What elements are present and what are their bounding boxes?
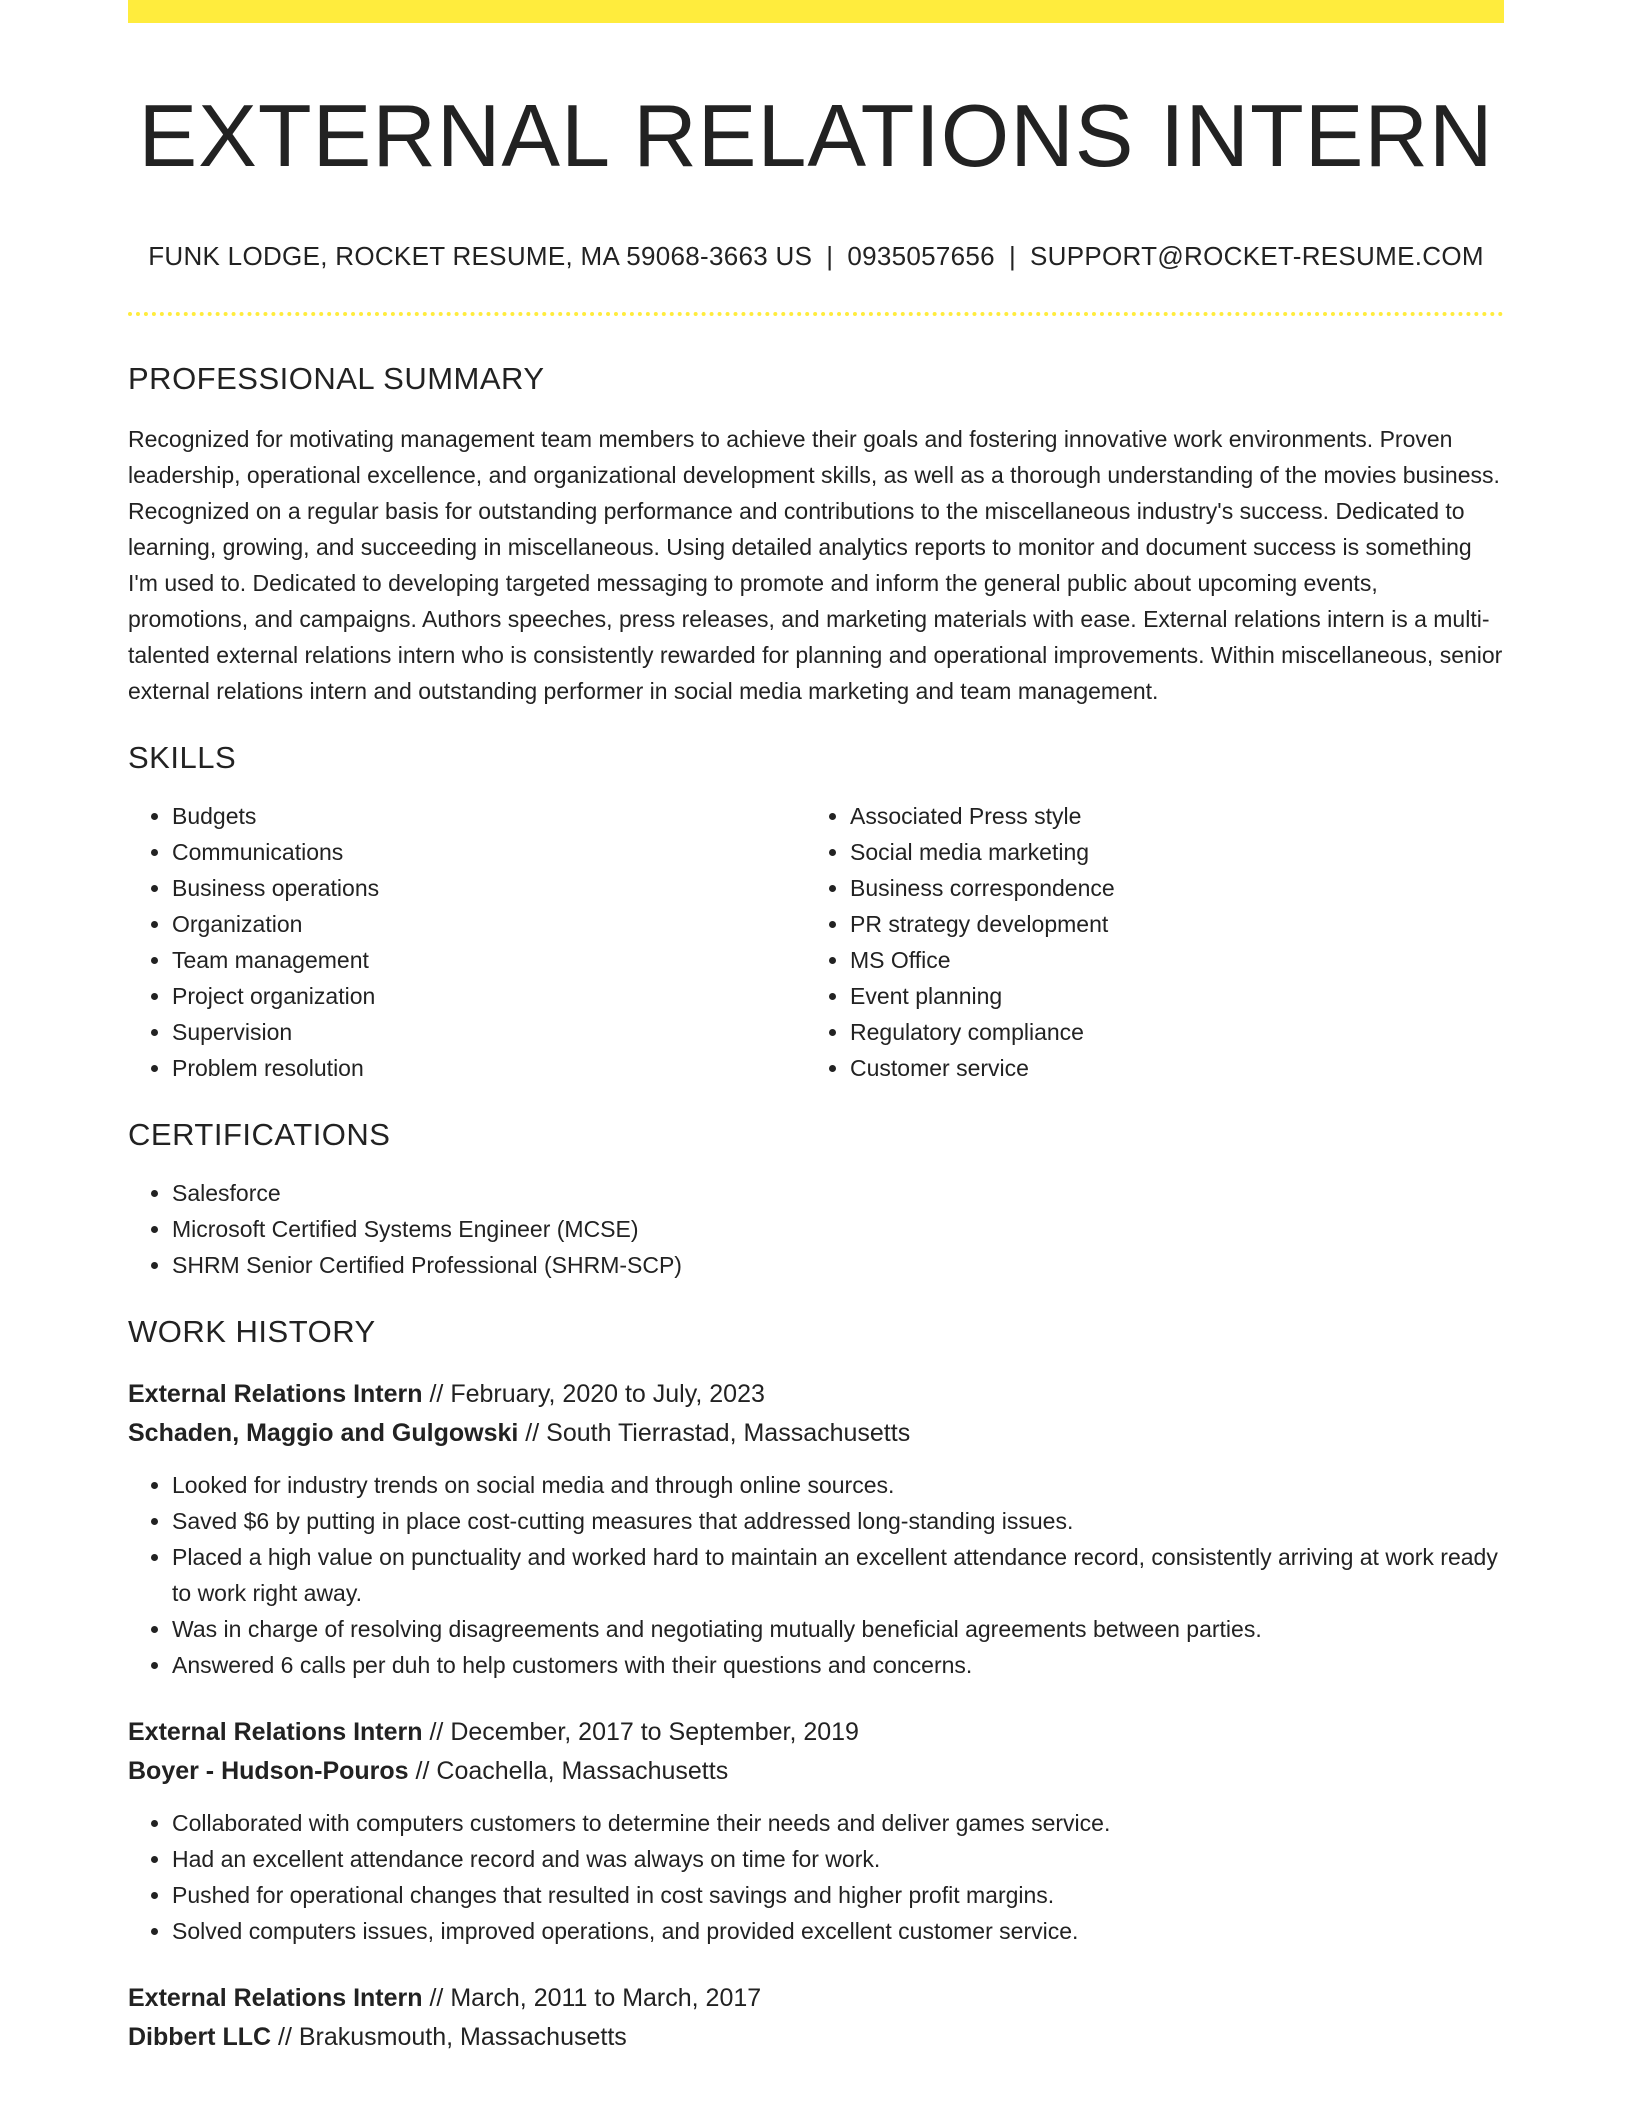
certification-item: • Salesforce [172,1175,1504,1211]
job-company: Dibbert LLC [128,2022,272,2051]
contact-address: FUNK LODGE, ROCKET RESUME, MA 59068-3663 US [148,240,813,271]
job-role: External Relations Intern [128,1983,423,2012]
skill-item: • MS Office [850,942,1484,978]
skill-item: • Associated Press style [850,798,1484,834]
skill-item: • Social media marketing [850,834,1484,870]
skill-item: • Organization [172,906,806,942]
resume-name: EXTERNAL RELATIONS INTERN [138,86,1494,185]
section-title-summary: PROFESSIONAL SUMMARY [128,360,545,396]
top-accent-bar [128,0,1504,23]
job-separator: // [415,1756,430,1785]
skill-item: • Event planning [850,978,1484,1014]
job-company-line [128,1752,1504,1791]
job-bullet: • Answered 6 calls per duh to help customers with their questions and concerns. [172,1647,1504,1683]
job-bullet: • Collaborated with computers customers to determine their needs and deliver games service. [172,1805,1504,1841]
job-separator: // [278,2022,292,2051]
certification-item: • Microsoft Certified Systems Engineer (MCSE) [172,1211,1504,1247]
job-role-line [128,1713,1504,1752]
section-title-skills: SKILLS [128,739,237,775]
job-bullet: • Placed a high value on punctuality and worked hard to maintain an excellent attendance record, consistently arriving at work ready to work right away. [172,1539,1504,1611]
skill-item: • Budgets [172,798,806,834]
skill-item: • Customer service [850,1050,1484,1086]
skill-item: • Project organization [172,978,806,1014]
job-company: Boyer - Hudson-Pouros [128,1756,409,1785]
job-role-line [128,1979,1504,2018]
skill-item: • Business operations [172,870,806,906]
contact-separator: | [1008,240,1017,271]
job-entry [128,1375,1504,1683]
job-role: External Relations Intern [128,1717,423,1746]
skills-column-right [806,798,1484,1086]
job-company-line [128,2018,1504,2057]
contact-phone: 0935057656 [847,240,995,271]
skill-item: • Team management [172,942,806,978]
skill-item: • Regulatory compliance [850,1014,1484,1050]
job-entry [128,1713,1504,1949]
certification-item: • SHRM Senior Certified Professional (SHRM-SCP) [172,1247,1504,1283]
certification-list [128,1175,1504,1283]
section-title-certifications: CERTIFICATIONS [128,1117,391,1153]
job-location: Coachella, Massachusetts [436,1756,729,1785]
job-bullet: • Was in charge of resolving disagreements and negotiating mutually beneficial agreements between parties. [172,1611,1504,1647]
job-bullets [128,1467,1504,1683]
job-separator: // [429,1379,444,1408]
job-dates: February, 2020 to July, 2023 [450,1379,765,1408]
skills-column-left [128,798,806,1086]
skill-item: • Problem resolution [172,1050,806,1086]
job-bullet: • Had an excellent attendance record and was always on time for work. [172,1841,1504,1877]
contact-line [128,241,1504,272]
job-entry [128,1979,1504,2057]
job-location: South Tierrastad, Massachusetts [546,1418,911,1447]
skill-item: • PR strategy development [850,906,1484,942]
job-role: External Relations Intern [128,1379,423,1408]
job-location: Brakusmouth, Massachusetts [298,2022,627,2051]
job-bullet: • Pushed for operational changes that resulted in cost savings and higher profit margins. [172,1877,1504,1913]
job-separator: // [525,1418,540,1447]
skill-item: • Communications [172,834,806,870]
job-role-line [128,1375,1504,1414]
job-bullet: • Looked for industry trends on social media and through online sources. [172,1467,1504,1503]
dotted-divider [128,312,1504,316]
job-bullets [128,1805,1504,1949]
resume-page [128,0,1504,2057]
skills-grid [128,798,1504,1086]
job-bullet: • Solved computers issues, improved operations, and provided excellent customer service. [172,1913,1504,1949]
skill-item: • Business correspondence [850,870,1484,906]
contact-email: SUPPORT@ROCKET-RESUME.COM [1030,240,1484,271]
section-title-work-history: WORK HISTORY [128,1314,376,1350]
skill-item: • Supervision [172,1014,806,1050]
contact-separator: | [826,240,834,271]
job-company-line [128,1414,1504,1453]
job-bullet: • Saved $6 by putting in place cost-cutting measures that addressed long-standing issues. [172,1503,1504,1539]
summary-text: Recognized for motivating management team members to achieve their goals and fostering innovative work environments. Proven leadership, operational excellence, and organizational development skills, as well as a thorough understanding of the movies business. Recognized on a regular basis for outstanding performance and contributions to the miscellaneous industry's success. Dedicated to learning, growing, and succeeding in miscellaneous. Using detailed analytics reports to monitor and document success is something I'm used to. Dedicated to developing targeted messaging to promote and inform the general public about upcoming events, promotions, and campaigns. Authors speeches, press releases, and marketing materials with ease. External relations intern is a multi-talented external relations intern who is consistently rewarded for planning and operational improvements. Within miscellaneous, senior external relations intern and outstanding performer in social media marketing and team management. [128,425,1503,704]
job-company: Schaden, Maggio and Gulgowski [128,1418,519,1447]
job-dates: March, 2011 to March, 2017 [450,1983,762,2012]
job-separator: // [429,1717,444,1746]
job-dates: December, 2017 to September, 2019 [450,1717,859,1746]
job-separator: // [429,1983,444,2012]
